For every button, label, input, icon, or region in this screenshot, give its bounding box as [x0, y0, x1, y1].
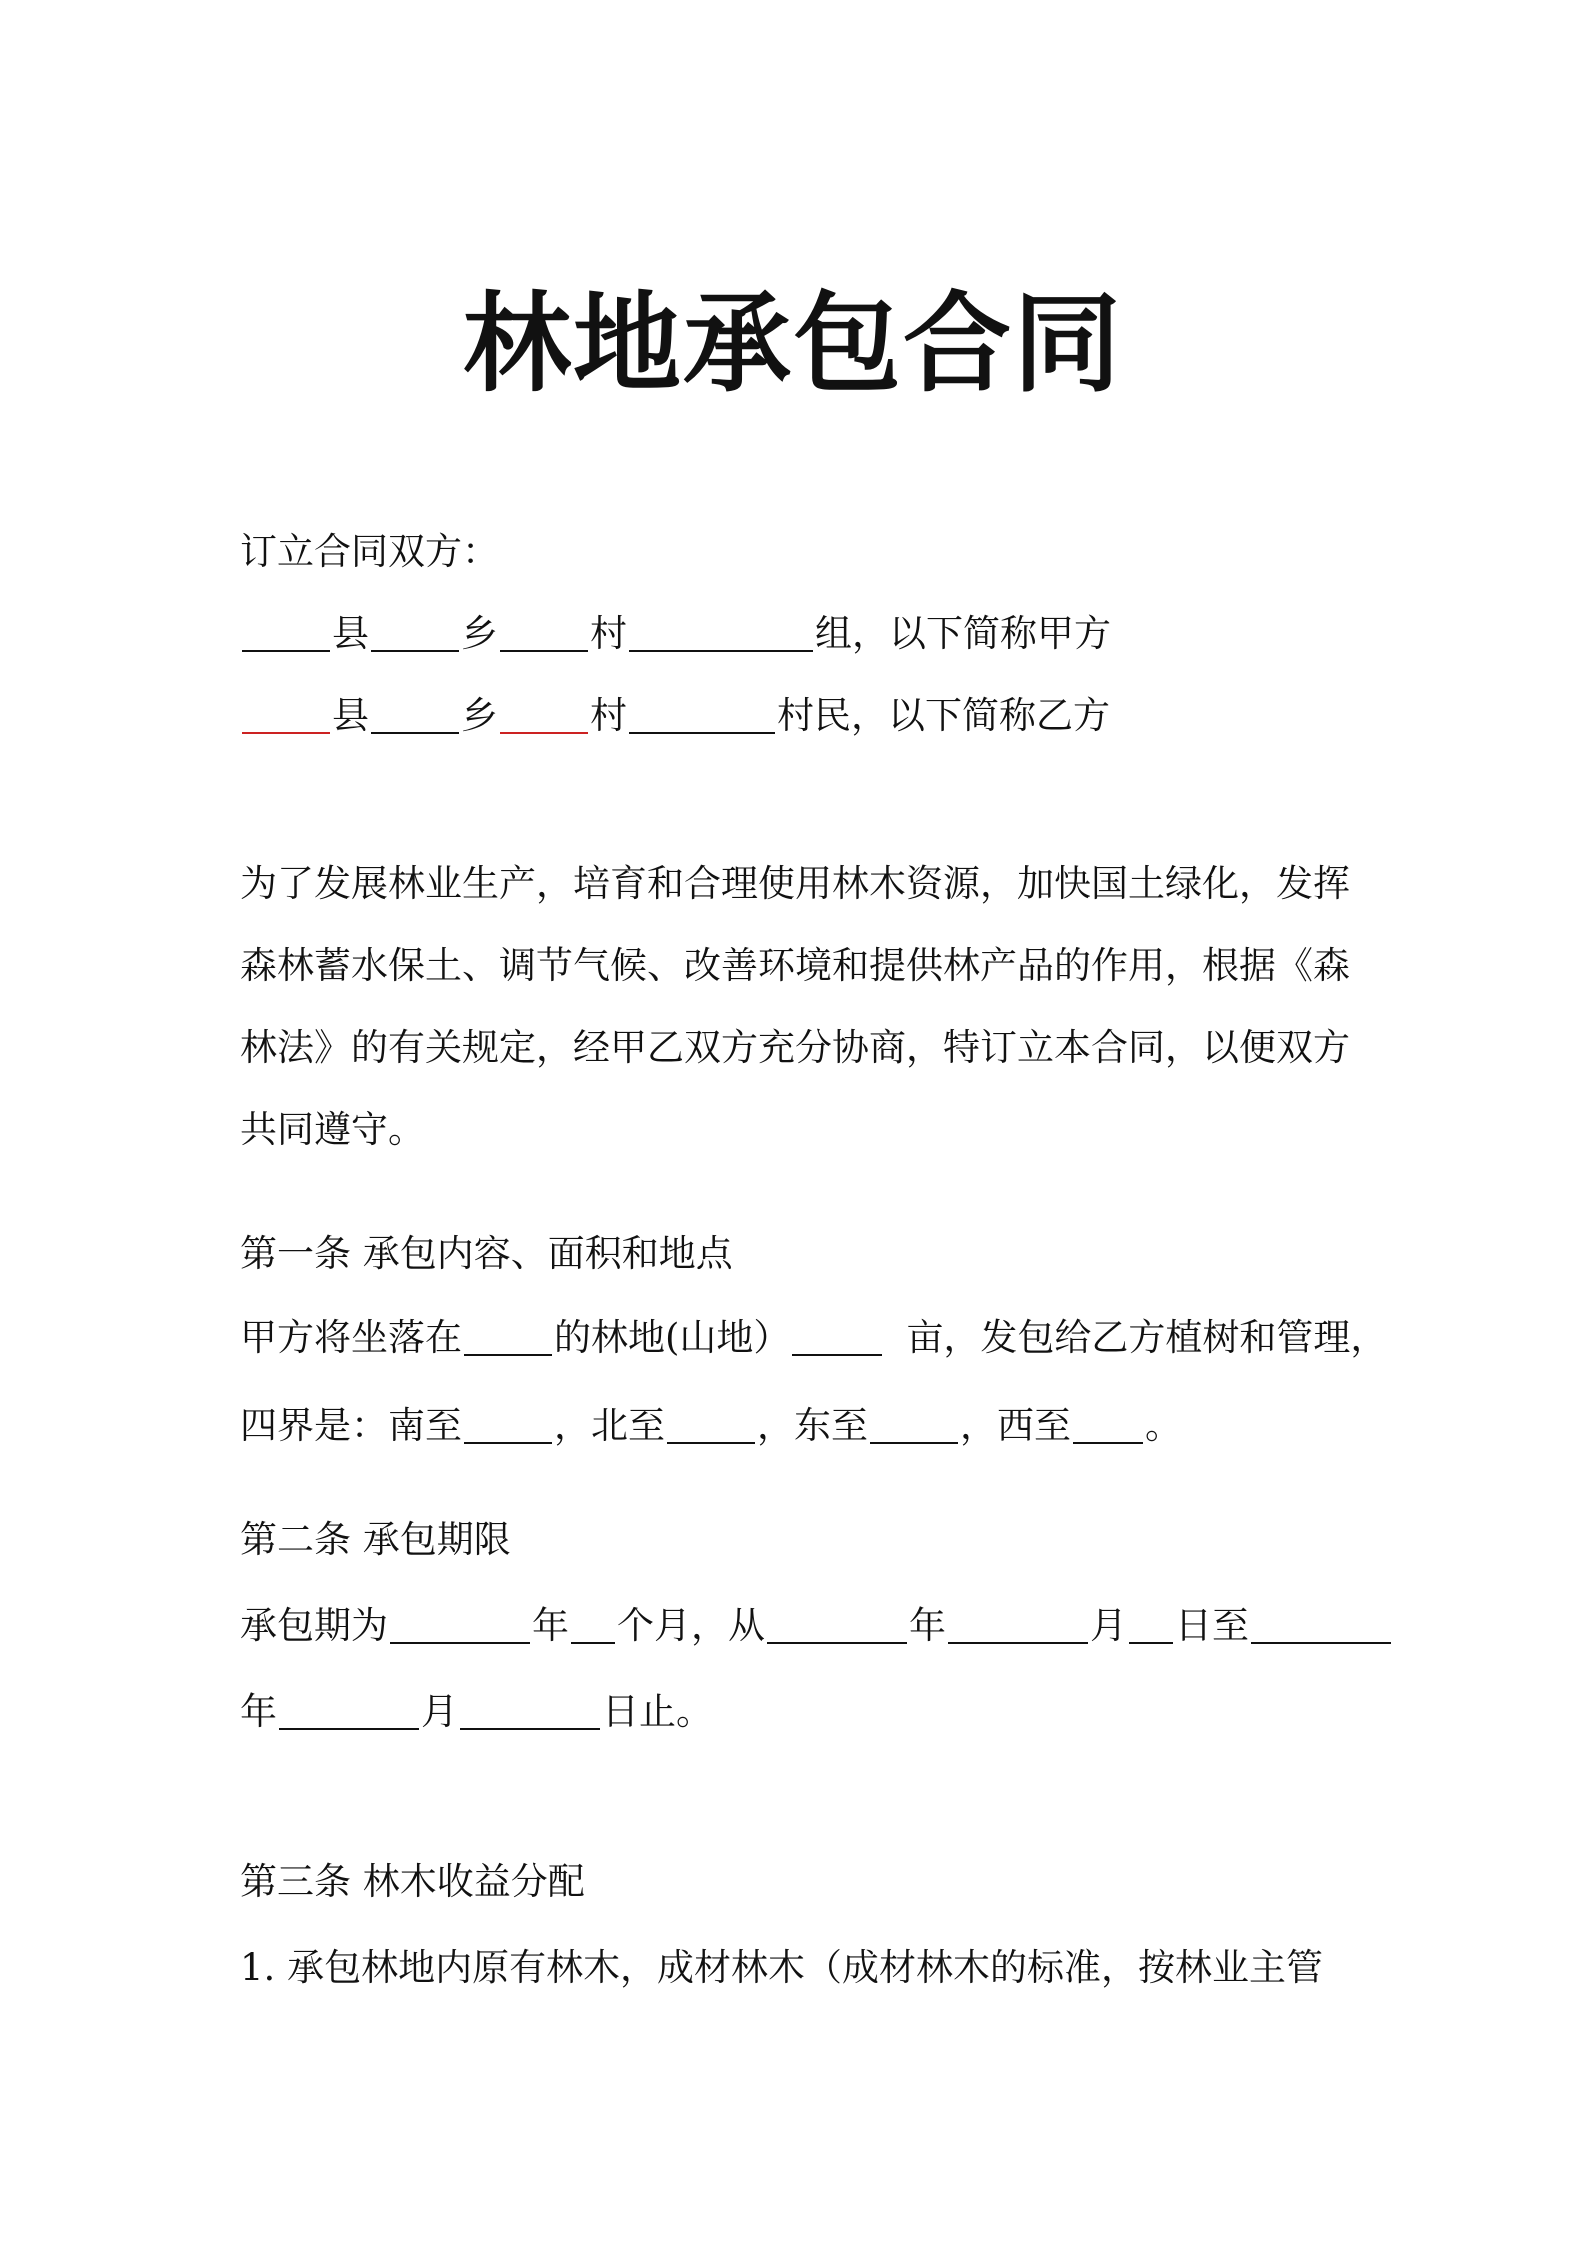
label-township: 乡 [461, 694, 498, 737]
label-county: 县 [332, 612, 369, 655]
blank-field[interactable] [629, 614, 813, 652]
article-2-line-2 [240, 1690, 713, 1734]
text-segment: 。 [1145, 1404, 1182, 1447]
article-3-item-1: 1. 承包林地内原有林木，成材林木（成材林木的标准，按林业主管 [240, 1946, 1324, 1989]
start-year-blank[interactable] [767, 1606, 907, 1644]
end-day-blank[interactable] [460, 1692, 600, 1730]
months-blank[interactable] [571, 1606, 615, 1644]
label-township: 乡 [461, 612, 498, 655]
preamble-line: 为了发展林业生产，培育和合理使用林木资源，加快国土绿化，发挥 [240, 862, 1350, 905]
text-segment: ，东至 [757, 1404, 868, 1447]
north-boundary-blank[interactable] [667, 1406, 755, 1444]
text-segment: 年 [909, 1604, 946, 1647]
blank-field[interactable] [242, 696, 330, 734]
label-village: 村 [590, 694, 627, 737]
blank-field[interactable] [629, 696, 775, 734]
location-blank[interactable] [464, 1318, 552, 1356]
preamble-line: 林法》的有关规定，经甲乙双方充分协商，特订立本合同，以便双方 [240, 1026, 1350, 1069]
parties-heading: 订立合同双方： [240, 530, 499, 573]
end-year-blank[interactable] [1251, 1606, 1391, 1644]
text-segment: 年 [532, 1604, 569, 1647]
text-segment: 年 [240, 1690, 277, 1733]
text-segment: 日止。 [602, 1690, 713, 1733]
blank-field[interactable] [500, 696, 588, 734]
text-segment: 月 [1090, 1604, 1127, 1647]
blank-field[interactable] [500, 614, 588, 652]
end-month-blank[interactable] [279, 1692, 419, 1730]
party-a-suffix: 组，以下简称甲方 [815, 612, 1111, 655]
start-day-blank[interactable] [1129, 1606, 1173, 1644]
article-1-heading: 第一条 承包内容、面积和地点 [240, 1232, 733, 1275]
area-blank[interactable] [792, 1318, 882, 1356]
article-1-line-1 [240, 1316, 1387, 1360]
blank-field[interactable] [242, 614, 330, 652]
text-segment: 甲方将坐落在 [240, 1316, 462, 1359]
article-2-heading: 第二条 承包期限 [240, 1518, 511, 1561]
west-boundary-blank[interactable] [1073, 1406, 1143, 1444]
label-village: 村 [590, 612, 627, 655]
text-segment: 的林地(山地） [554, 1316, 791, 1359]
south-boundary-blank[interactable] [464, 1406, 552, 1444]
preamble-line: 共同遵守。 [240, 1108, 425, 1151]
text-segment: 个月，从 [617, 1604, 765, 1647]
blank-field[interactable] [371, 614, 459, 652]
start-month-blank[interactable] [948, 1606, 1088, 1644]
party-b-line [240, 694, 1110, 738]
preamble-line: 森林蓄水保土、调节气候、改善环境和提供林产品的作用，根据《森 [240, 944, 1350, 987]
article-3-heading: 第三条 林木收益分配 [240, 1860, 585, 1903]
text-segment: 承包期为 [240, 1604, 388, 1647]
party-b-suffix: 村民，以下简称乙方 [777, 694, 1110, 737]
east-boundary-blank[interactable] [870, 1406, 958, 1444]
text-segment: ，西至 [960, 1404, 1071, 1447]
document-title: 林地承包合同 [462, 281, 1123, 407]
text-segment: 日至 [1175, 1604, 1249, 1647]
text-segment: 亩，发包给乙方植树和管理， [906, 1316, 1388, 1359]
text-segment: 月 [421, 1690, 458, 1733]
text-segment: ，北至 [554, 1404, 665, 1447]
text-segment: 四界是：南至 [240, 1404, 462, 1447]
label-county: 县 [332, 694, 369, 737]
years-blank[interactable] [390, 1606, 530, 1644]
blank-field[interactable] [371, 696, 459, 734]
party-a-line [240, 612, 1111, 656]
article-1-line-2 [240, 1404, 1182, 1448]
article-2-line-1 [240, 1604, 1393, 1648]
